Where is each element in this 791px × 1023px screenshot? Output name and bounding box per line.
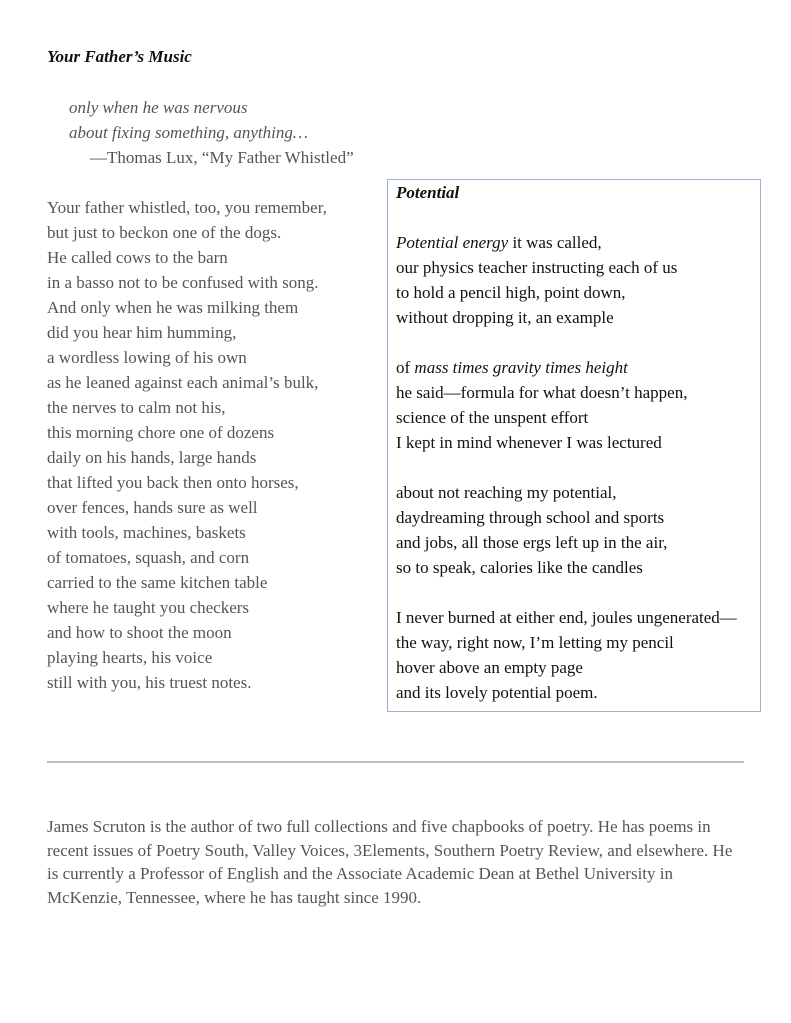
epigraph-line: about fixing something, anything… bbox=[69, 123, 308, 142]
poem-line: as he leaned against each animal’s bulk, bbox=[47, 373, 319, 392]
poem-line: a wordless lowing of his own bbox=[47, 348, 247, 367]
poem-line: where he taught you checkers bbox=[47, 598, 250, 617]
epigraph-line: only when he was nervous bbox=[69, 98, 248, 117]
stanza-break bbox=[396, 330, 737, 355]
poem-line: And only when he was milking them bbox=[47, 298, 299, 317]
poem-line: that lifted you back then onto horses, bbox=[47, 473, 299, 492]
poem-line: about not reaching my potential, bbox=[396, 483, 617, 502]
poem-line: with tools, machines, baskets bbox=[47, 523, 246, 542]
poem-line: I kept in mind whenever I was lectured bbox=[396, 433, 662, 452]
poem-line: the nerves to calm not his, bbox=[47, 398, 226, 417]
poem-line: I never burned at either end, joules ungenerated— bbox=[396, 608, 737, 627]
line-text: of bbox=[396, 358, 415, 377]
stanza-break bbox=[396, 455, 737, 480]
poem-line: and its lovely potential poem. bbox=[396, 683, 598, 702]
epigraph bbox=[69, 95, 354, 170]
italic-phrase: mass times gravity times height bbox=[414, 358, 628, 377]
section-divider bbox=[47, 761, 744, 763]
poem-line: carried to the same kitchen table bbox=[47, 573, 268, 592]
poem-body bbox=[47, 195, 327, 695]
poem-line: but just to beckon one of the dogs. bbox=[47, 223, 282, 242]
sidebar-poem-title: Potential bbox=[396, 183, 460, 202]
poem-line: did you hear him humming, bbox=[47, 323, 237, 342]
poem-line: this morning chore one of dozens bbox=[47, 423, 275, 442]
poem-title: Your Father’s Music bbox=[47, 47, 192, 66]
poem-line: and jobs, all those ergs left up in the air, bbox=[396, 533, 668, 552]
epigraph-attribution: —Thomas Lux, “My Father Whistled” bbox=[90, 148, 354, 167]
poem-line: still with you, his truest notes. bbox=[47, 673, 252, 692]
poem-line: so to speak, calories like the candles bbox=[396, 558, 643, 577]
poem-line: to hold a pencil high, point down, bbox=[396, 283, 626, 302]
sidebar-poem-box bbox=[387, 179, 761, 712]
poem-line: over fences, hands sure as well bbox=[47, 498, 258, 517]
poem-line: He called cows to the barn bbox=[47, 248, 228, 267]
poem-line: he said—formula for what doesn’t happen, bbox=[396, 383, 688, 402]
poem-line: playing hearts, his voice bbox=[47, 648, 213, 667]
poem-line: daily on his hands, large hands bbox=[47, 448, 257, 467]
line-text: it was called, bbox=[508, 233, 602, 252]
poem-line: in a basso not to be confused with song. bbox=[47, 273, 319, 292]
poem-line: the way, right now, I’m letting my pencil bbox=[396, 633, 674, 652]
italic-phrase: Potential energy bbox=[396, 233, 509, 252]
poem-line: our physics teacher instructing each of us bbox=[396, 258, 678, 277]
poem-line bbox=[396, 230, 737, 255]
stanza-break bbox=[396, 205, 737, 230]
poem-line: daydreaming through school and sports bbox=[396, 508, 665, 527]
poem-line: of tomatoes, squash, and corn bbox=[47, 548, 250, 567]
poem-line: and how to shoot the moon bbox=[47, 623, 232, 642]
poem-line: science of the unspent effort bbox=[396, 408, 589, 427]
poem-line: Your father whistled, too, you remember, bbox=[47, 198, 327, 217]
poem-line bbox=[396, 355, 737, 380]
poem-line: without dropping it, an example bbox=[396, 308, 614, 327]
author-bio: James Scruton is the author of two full collections and five chapbooks of poetry. He has poems in recent issues of Poetry South, Valley Voices, 3Elements, Southern Poetry Review, and elsewhere. He is currently a Professor of English and the Associate Academic Dean at Bethel University in McKenzie, Tennessee, where he has taught since 1990. bbox=[47, 817, 733, 907]
stanza-break bbox=[396, 580, 737, 605]
poem-line: hover above an empty page bbox=[396, 658, 583, 677]
